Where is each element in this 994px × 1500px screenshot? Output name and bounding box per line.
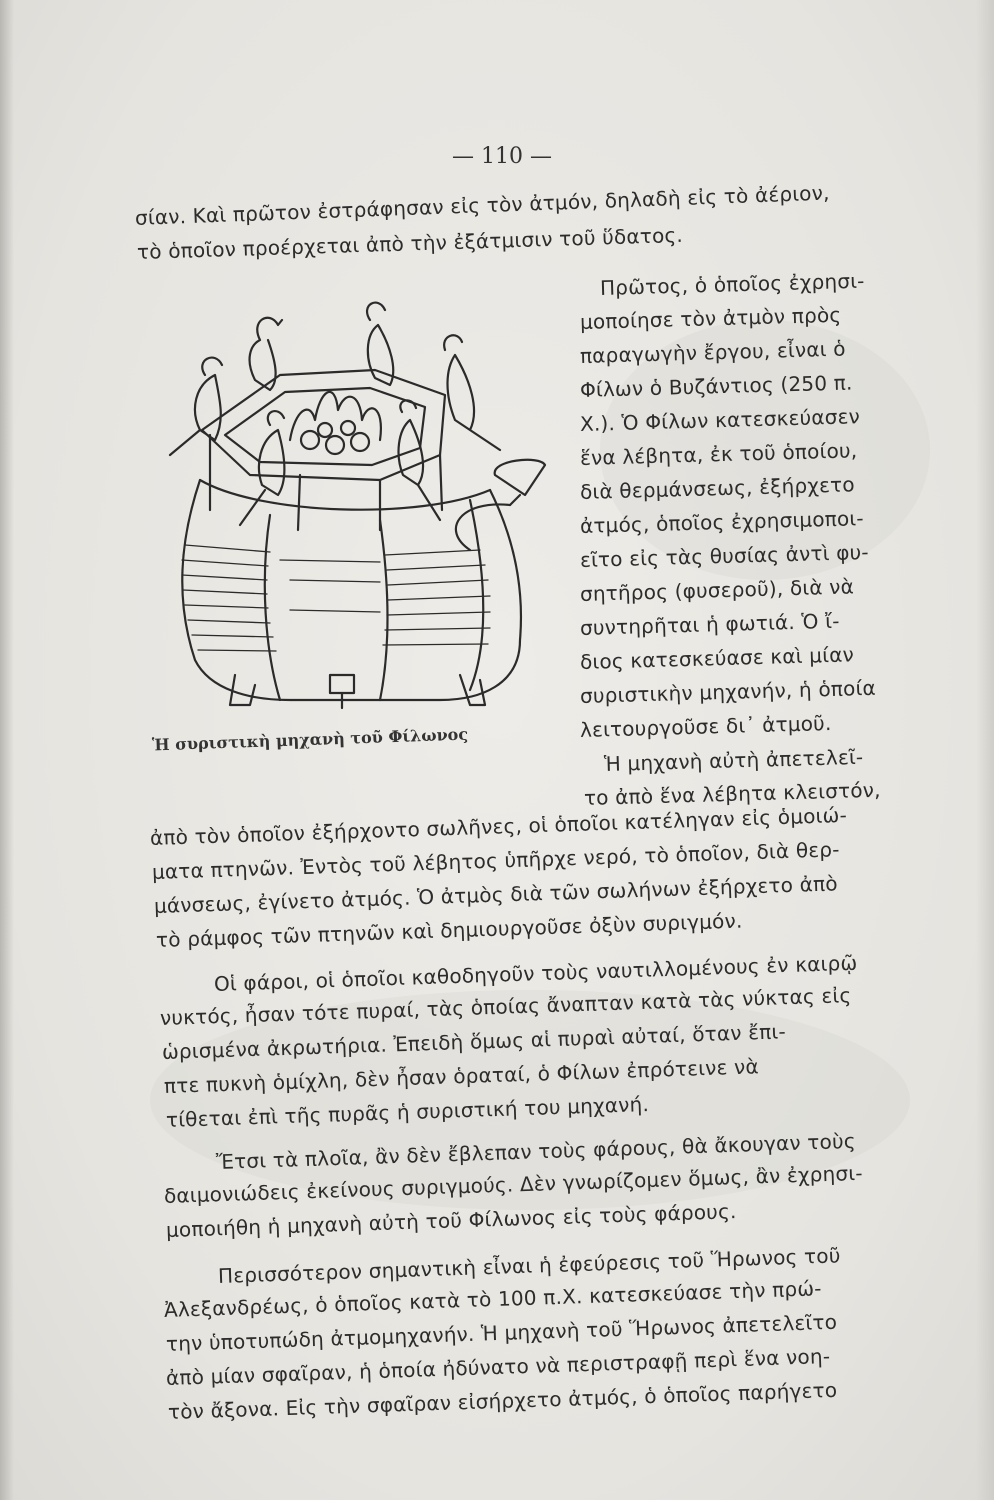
text-line-body-12: μοποιήθη ἡ μηχανὴ αὐτὴ τοῦ Φίλωνος εἰς τοὺς φάρους. [165, 1199, 737, 1242]
text-line-body-6: νυκτός, ἦσαν τότε πυραί, τὰς ὁποίας ἄναπταν κατὰ τὰς νύκτας εἰς [159, 983, 852, 1030]
text-line-body-2: ματα πτηνῶν. Ἐντὸς τοῦ λέβητος ὑπῆρχε νερό, τὸ ὁποῖον, διὰ θερ- [151, 837, 840, 884]
text-line-body-9: τίθεται ἐπὶ τῆς πυρᾶς ἡ συριστική του μηχανή. [165, 1091, 650, 1132]
steam-whistle-illustration [140, 280, 560, 720]
text-line-right-13: συριστικὴν μηχανήν, ἡ ὁποία [579, 675, 877, 708]
text-line-top-1: σίαν. Καὶ πρῶτον ἐστράφησαν εἰς τὸν ἀτμόν, δηλαδὴ εἰς τὸ ἀέριον, [134, 180, 830, 230]
text-line-body-16: ἀπὸ μίαν σφαῖραν, ἡ ὁποία ἠδύνατο νὰ περιστραφῇ περὶ ἕνα νοη- [165, 1343, 831, 1390]
text-line-right-15: Ἡ μηχανὴ αὐτὴ ἀπετελεῖ- [603, 744, 864, 776]
text-line-right-7: διὰ θερμάνσεως, ἐξήρχετο [579, 472, 856, 504]
text-line-body-5: Οἱ φάροι, οἱ ὁποῖοι καθοδηγοῦν τοὺς ναυτιλλομένους ἐν καιρῷ [213, 950, 858, 996]
page-number: — 110 — [452, 144, 552, 169]
text-line-right-14: λειτουργοῦσε δι᾽ ἀτμοῦ. [579, 710, 832, 742]
text-line-right-1: Πρῶτος, ὁ ὁποῖος ἐχρησι- [599, 268, 865, 300]
text-line-body-17: τὸν ἄξονα. Εἰς τὴν σφαῖραν εἰσήρχετο ἀτμός, ὁ ὁποῖος παρήγετο [167, 1377, 838, 1424]
text-line-top-2: τὸ ὁποῖον προέρχεται ἀπὸ τὴν ἐξάτμισιν τοῦ ὕδατος. [136, 222, 684, 264]
page-gutter-shadow [0, 0, 14, 1500]
text-line-right-5: Χ.). Ὁ Φίλων κατεσκεύασεν [579, 404, 861, 436]
text-line-right-2: μοποίησε τὸν ἀτμὸν πρὸς [579, 302, 842, 334]
text-line-body-7: ὡρισμένα ἀκρωτήρια. Ἐπειδὴ ὅμως αἱ πυραὶ αὐταί, ὅταν ἔπι- [161, 1019, 787, 1064]
text-line-body-14: Ἀλεξανδρέως, ὁ ὁποῖος κατὰ τὸ 100 π.Χ. κατεσκεύασε τὴν πρώ- [163, 1276, 823, 1322]
text-line-right-6: ἕνα λέβητα, ἐκ τοῦ ὁποίου, [579, 438, 858, 470]
text-line-body-3: μάνσεως, ἐγίνετο ἀτμός. Ὁ ἀτμὸς διὰ τῶν σωλήνων ἐξήρχετο ἀπὸ [153, 871, 839, 918]
text-line-right-12: διος κατεσκεύασε καὶ μίαν [579, 642, 855, 674]
text-line-body-11: δαιμονιώδεις ἐκείνους συριγμούς. Δὲν γνωρίζομεν ὅμως, ἂν ἐχρησι- [163, 1160, 864, 1208]
text-line-body-10: Ἔτσι τὰ πλοῖα, ἂν δὲν ἔβλεπαν τοὺς φάρους, θὰ ἄκουγαν τοὺς [215, 1128, 857, 1174]
page-edge-shadow [976, 0, 994, 1500]
text-line-right-9: εῖτο εἰς τὰς θυσίας ἀντὶ φυ- [579, 539, 870, 572]
text-line-right-8: ἀτμός, ὁποῖος ἐχρησιμοποι- [579, 506, 865, 538]
text-line-body-15: την ὑποτυπώδη ἀτμομηχανήν. Ἡ μηχανὴ τοῦ Ἥρωνος ἀπετελεῖτο [165, 1309, 838, 1356]
text-line-body-1: ἀπὸ τὸν ὁποῖον ἐξήρχοντο σωλῆνες, οἱ ὁποῖοι κατέληγαν εἰς ὁμοιώ- [149, 802, 848, 850]
text-line-body-8: πτε πυκνὴ ὁμίχλη, δὲν ἦσαν ὁραταί, ὁ Φίλων ἐπρότεινε νὰ [163, 1054, 760, 1098]
text-line-body-4: τὸ ράμφος τῶν πτηνῶν καὶ δημιουργοῦσε ὀξὺν συριγμόν. [155, 908, 743, 952]
text-line-right-11: συντηρῆται ἡ φωτιά. Ὁ ἴ- [579, 608, 840, 640]
text-line-right-10: σητῆρος (φυσεροῦ), διὰ νὰ [579, 574, 855, 606]
figure-caption: Ἡ συριστικὴ μηχανὴ τοῦ Φίλωνος [151, 724, 469, 755]
text-line-right-4: Φίλων ὁ Βυζάντιος (250 π. [579, 370, 853, 402]
text-line-body-13: Περισσότερον σημαντικὴ εἶναι ἡ ἐφεύρεσις τοῦ Ἥρωνος τοῦ [217, 1243, 841, 1288]
text-line-right-16: το ἀπὸ ἕνα λέβητα κλειστόν, [583, 777, 881, 810]
text-line-right-3: παραγωγὴν ἔργου, εἶναι ὁ [579, 336, 846, 368]
